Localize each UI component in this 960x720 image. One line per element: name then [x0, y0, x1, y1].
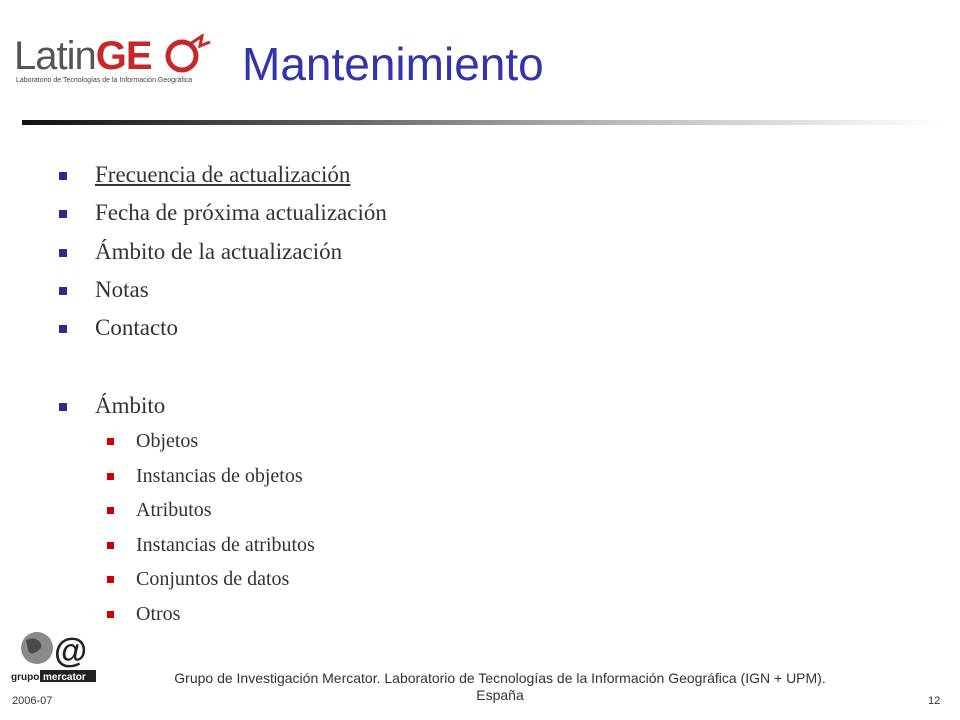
bullet-label: Fecha de próxima actualización — [95, 200, 387, 225]
bullet-item — [95, 314, 178, 342]
bullet-item — [95, 392, 165, 420]
sub-bullet-square-icon — [107, 542, 114, 549]
bullet-label: Ámbito de la actualización — [95, 239, 343, 264]
footer-logo-text-2: mercator — [43, 672, 86, 683]
sub-bullet-label: Atributos — [136, 499, 212, 521]
sub-bullet-label: Otros — [136, 603, 181, 625]
footer-credit — [120, 670, 880, 704]
logo-word-prefix: Latin — [14, 34, 96, 78]
footer-line-1: Grupo de Investigación Mercator. Laboratorio de Tecnologías de la Información Geográfica (IGN + UPM). — [174, 670, 826, 686]
bullet-item — [95, 238, 342, 266]
logo-subtitle: Laboratorio de Tecnologías de la Información Geográfica — [16, 77, 193, 84]
sub-bullet-item — [136, 533, 315, 557]
bullet-square-icon — [59, 172, 67, 180]
sub-bullet-item — [136, 567, 289, 591]
logo-word-suffix: GE — [95, 34, 152, 78]
sub-bullet-label: Instancias de atributos — [136, 534, 315, 556]
logo-wordmark — [14, 34, 152, 78]
bullet-item — [95, 199, 387, 227]
at-sign-icon: @ — [54, 632, 88, 670]
bullet-frecuencia-link[interactable] — [95, 161, 350, 189]
latingeo-logo — [14, 34, 214, 90]
sub-bullet-square-icon — [107, 473, 114, 480]
bullet-label: Notas — [95, 277, 149, 302]
sub-bullet-item — [136, 464, 303, 488]
footer-logo-text-1: grupo — [11, 672, 40, 683]
sub-bullet-label: Conjuntos de datos — [136, 568, 290, 590]
bullet-label: Frecuencia de actualización — [95, 162, 351, 187]
sub-bullet-square-icon — [107, 438, 114, 445]
bullet-square-icon — [59, 249, 67, 257]
sub-bullet-label: Instancias de objetos — [136, 465, 303, 487]
page-number: 12 — [928, 695, 941, 707]
sub-bullet-square-icon — [107, 576, 114, 583]
logo-globe-icon — [164, 34, 212, 78]
sub-bullet-item — [136, 498, 212, 522]
sub-bullet-item — [136, 602, 180, 626]
bullet-square-icon — [59, 287, 67, 295]
bullet-square-icon — [59, 210, 67, 218]
sub-bullet-square-icon — [107, 611, 114, 618]
footer-line-2: España — [476, 687, 524, 703]
bullet-label: Contacto — [95, 315, 179, 340]
bullet-label: Ámbito — [95, 393, 166, 418]
sub-bullet-label: Objetos — [136, 430, 199, 452]
footer-date: 2006-07 — [12, 695, 53, 707]
title-divider — [22, 120, 942, 125]
bullet-item — [95, 276, 149, 304]
sub-bullet-item — [136, 429, 198, 453]
bullet-square-icon — [59, 325, 67, 333]
sub-bullet-square-icon — [107, 507, 114, 514]
slide-title: Mantenimiento — [242, 38, 544, 90]
bullet-square-icon — [59, 403, 67, 411]
grupo-mercator-logo — [10, 628, 96, 684]
